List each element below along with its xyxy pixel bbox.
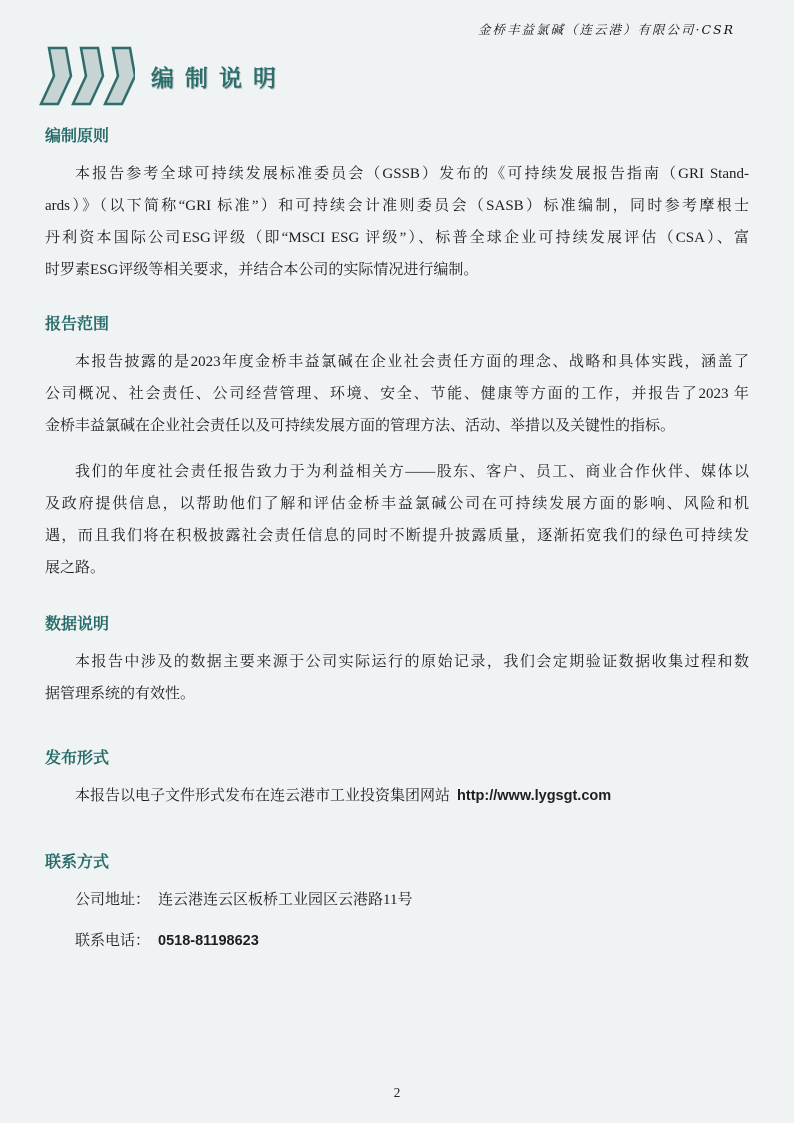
phone-label: 联系电话： — [75, 933, 151, 949]
paragraph-line: 本报告中涉及的数据主要来源于公司实际运行的原始记录，我们会定期验证数据收集过程和数 — [75, 654, 749, 670]
paragraph-line: 我们的年度社会责任报告致力于为利益相关方——股东、客户、员工、商业合作伙伴、媒体以 — [75, 464, 749, 480]
paragraph-line — [45, 780, 749, 812]
paragraph — [45, 346, 749, 442]
address-value: 连云港连云区板桥工业园区云港路11号 — [158, 892, 413, 908]
paragraph-line: 本报告披露的是2023年度金桥丰益氯碱在企业社会责任方面的理念、战略和具体实践，涵盖了 — [75, 354, 749, 370]
paragraph — [45, 780, 749, 812]
chapter-title-row — [39, 46, 749, 106]
section-heading-data: 数据说明 — [45, 616, 110, 633]
company-tag: 金桥丰益氯碱（连云港）有限公司·CSR — [477, 22, 735, 37]
page-number: 2 — [393, 1085, 401, 1100]
section-heading-contact: 联系方式 — [45, 854, 110, 871]
website-url: http://www.lygsgt.com — [457, 788, 612, 804]
paragraph — [45, 456, 749, 584]
paragraph — [45, 158, 749, 286]
paragraph-line: 公司概况、社会责任、公司经营管理、环境、安全、节能、健康等方面的工作，并报告了2023 年 — [45, 386, 749, 402]
paragraph — [45, 646, 749, 710]
publish-text: 本报告以电子文件形式发布在连云港市工业投资集团网站 — [75, 788, 451, 804]
section-heading-principles: 编制原则 — [45, 128, 110, 145]
contact-address-line — [45, 884, 749, 916]
section-heading-scope: 报告范围 — [45, 316, 110, 333]
section-heading-publish: 发布形式 — [45, 750, 110, 767]
running-head — [45, 0, 749, 36]
paragraph-line: 遇，而且我们将在积极披露社会责任信息的同时不断提升披露质量，逐渐拓宽我们的绿色可持续发 — [45, 528, 749, 544]
paragraph-line: 本报告参考全球可持续发展标准委员会（GSSB）发布的《可持续发展报告指南（GRI Stand- — [75, 166, 749, 182]
paragraph-line: 金桥丰益氯碱在企业社会责任以及可持续发展方面的管理方法、活动、举措以及关键性的指标。 — [45, 418, 676, 434]
address-label: 公司地址： — [75, 892, 151, 908]
paragraph-line: 及政府提供信息，以帮助他们了解和评估金桥丰益氯碱公司在可持续发展方面的影响、风险和机 — [45, 496, 749, 512]
paragraph-line: 丹利资本国际公司ESG评级（即“MSCI ESG 评级”）、标普全球企业可持续发展评估（CSA）、富 — [45, 230, 749, 246]
paragraph-line: 时罗素ESG评级等相关要求，并结合本公司的实际情况进行编制。 — [45, 262, 479, 278]
triple-chevron-right-icon — [39, 46, 135, 106]
paragraph-line: ards）》（以下简称“GRI 标准”）和可持续会计准则委员会（SASB）标准编制，同时参考摩根士 — [45, 198, 749, 214]
paragraph-line: 据管理系统的有效性。 — [45, 686, 196, 702]
paragraph-line: 展之路。 — [45, 560, 106, 576]
page-title: 编制说明 — [151, 64, 287, 91]
contact-phone-line — [45, 925, 749, 957]
phone-value: 0518-81198623 — [158, 933, 259, 949]
